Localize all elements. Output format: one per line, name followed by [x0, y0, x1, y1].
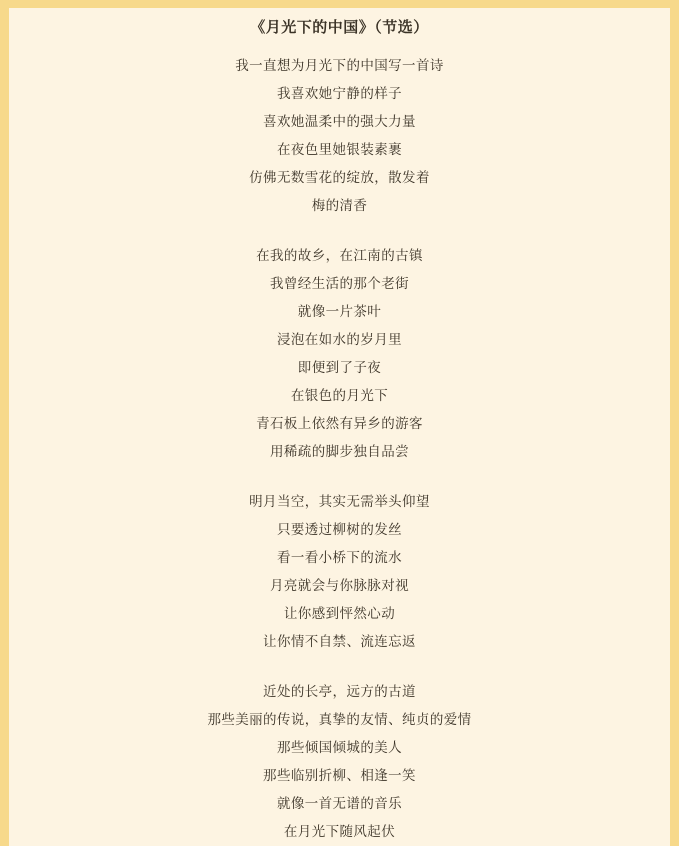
poem-line: 那些美丽的传说，真挚的友情、纯贞的爱情	[207, 712, 472, 727]
poem-line: 看一看小桥下的流水	[276, 550, 403, 565]
poem-line: 我喜欢她宁静的样子	[276, 86, 403, 101]
poem-line: 在我的故乡，在江南的古镇	[256, 248, 423, 263]
stanza	[39, 242, 640, 466]
poem-line: 只要透过柳树的发丝	[276, 522, 403, 537]
poem-line: 青石板上依然有异乡的游客	[256, 416, 423, 431]
poem-line: 近处的长亭，远方的古道	[263, 684, 416, 699]
poem-line: 在银色的月光下	[290, 388, 389, 403]
poem-line: 仿佛无数雪花的绽放，散发着	[249, 170, 430, 185]
stanza	[39, 678, 640, 846]
page-title: 《月光下的中国》（节选）	[250, 19, 429, 36]
poem-line: 就像一首无谱的音乐	[276, 796, 403, 811]
stanza	[39, 52, 640, 220]
poem-line: 喜欢她温柔中的强大力量	[263, 114, 416, 129]
poem-line: 那些倾国倾城的美人	[276, 740, 403, 755]
poem-line: 让你感到怦然心动	[283, 606, 396, 621]
poem-line: 在夜色里她银装素裹	[276, 142, 403, 157]
poem-paper	[9, 8, 670, 846]
poem-line: 即便到了子夜	[297, 360, 382, 375]
poem-line: 就像一片茶叶	[297, 304, 382, 319]
poem-line: 用稀疏的脚步独自品尝	[270, 444, 409, 459]
poem-line: 我曾经生活的那个老街	[270, 276, 409, 291]
poem-line: 那些临别折柳、相逢一笑	[263, 768, 416, 783]
stanza	[39, 488, 640, 656]
poem-line: 浸泡在如水的岁月里	[276, 332, 403, 347]
poem-line: 月亮就会与你脉脉对视	[270, 578, 409, 593]
poem-line: 让你情不自禁、流连忘返	[263, 634, 416, 649]
poem-line: 明月当空，其实无需举头仰望	[249, 494, 430, 509]
poem-body	[39, 52, 640, 846]
poem-line: 我一直想为月光下的中国写一首诗	[235, 58, 444, 73]
poem-line: 梅的清香	[311, 198, 368, 213]
poem-line: 在月光下随风起伏	[283, 824, 396, 839]
